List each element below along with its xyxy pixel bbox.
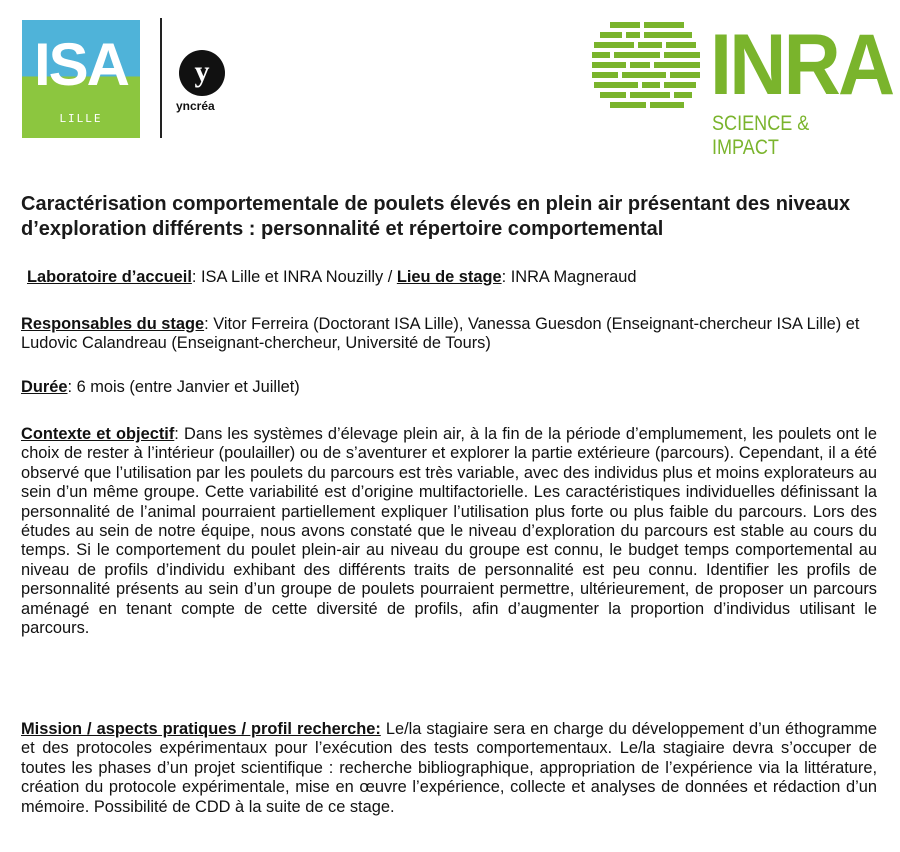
context-paragraph [21,425,877,638]
inra-barcode-icon [592,18,702,118]
lab-label: Laboratoire d’accueil [27,268,192,286]
duration-value: : 6 mois (entre Janvier et Juillet) [67,378,300,396]
mission-label: Mission / aspects pratiques / profil recherche: [21,720,381,738]
location-value: : INRA Magneraud [501,268,637,286]
lab-line [27,268,883,287]
mission-value: Le/la stagiaire sera en charge du développement d’un éthogramme et des protocoles expérimentaux pour l’exécution des tests comportementaux. Le/la stagiaire devra s’occuper de toutes les phases d’un projet scientifique : recherche bibliographique, appropriation de l’expérience via la littérature, création du protocole expérimentale, mise en œuvre l’expérience, collecte et analyses de données et rédaction d’un mémoire. Possibilité de CDD à la suite de ce stage. [21,720,877,816]
page-title: Caractérisation comportementale de poulets élevés en plein air présentant des niveaux d’exploration différents : personnalité et répertoire comportemental [21,193,851,240]
supervisors-paragraph [21,315,877,354]
lab-value: : ISA Lille et INRA Nouzilly / [191,268,397,286]
context-value: : Dans les systèmes d’élevage plein air, à la fin de la période d’emplumement, les poulets ont le choix de rester à l’intérieur (poulailler) ou de s’aventurer et explorer la partie extérieure (parcours). Cependant, il a été observé que l’utilisation par les poulets du parcours est très variable, avec des individus plus et moins explorateurs au sein d’un même groupe. Cette variabilité est d’origine multifactorielle. Les caractéristiques individuelles définissant la personnalité de l’animal pourraient partiellement expliquer l’utilisation plus forte ou plus faible du parcours. Lors des études au sein de notre équipe, nous avons constaté que le niveau d’exploration du parcours est stable au cours du temps. Si le comportement du poulet plein-air au niveau du groupe est connu, le budget temps comportemental au niveau de profils d’individu exhibant des différents traits de personnalité est peu connu. Identifier les profils de personnalité présents au sein d’un groupe de poulets pourraient permettre, ultérieurement, de proposer un parcours aménagé en tenant compte de cette diversité de profils, afin d’augmenter la proportion d’individus utilisant le parcours. [21,425,877,638]
mission-paragraph [21,720,877,817]
yncrea-name: yncréa [176,99,215,113]
yncrea-icon: y [179,50,225,96]
logo-divider [160,18,162,138]
supervisors-label: Responsables du stage [21,315,205,333]
inra-tagline: SCIENCE & IMPACT [712,112,810,159]
isa-lille-logo [22,20,140,138]
location-label: Lieu de stage [396,268,502,286]
isa-logo-title: ISA [33,31,129,98]
inra-name: INRA [710,17,893,113]
isa-logo-subtitle: LILLE [59,112,103,125]
duration-line [21,378,877,397]
supervisors-value: : Vitor Ferreira (Doctorant ISA Lille), Vanessa Guesdon (Enseignant-chercheur ISA Lille) et Ludovic Calandreau (Enseignant-chercheur, Université de Tours) [21,315,860,353]
context-label: Contexte et objectif [21,425,175,443]
duration-label: Durée [21,378,68,396]
